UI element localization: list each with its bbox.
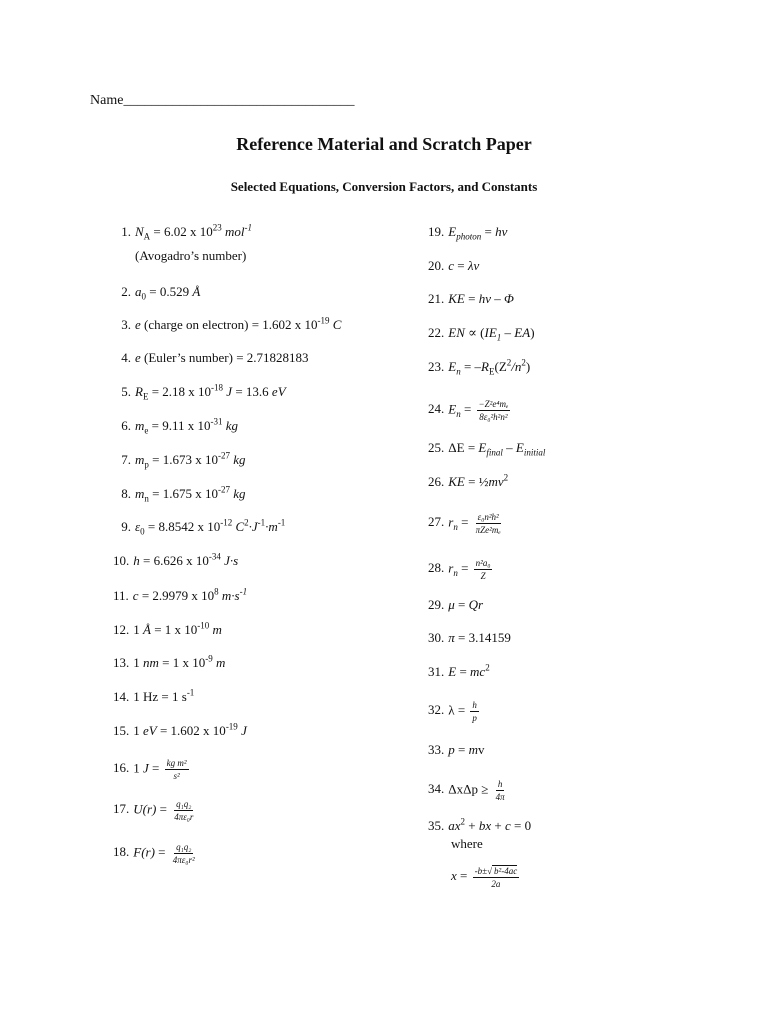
page-subtitle: Selected Equations, Conversion Factors, and Constants xyxy=(230,179,538,194)
equation-17: 17. U(r) = $\frac{\text{q₁q₂}}{\text{4πε₀r}}$ xyxy=(113,799,194,822)
page-title: Reference Material and Scratch Paper xyxy=(236,134,532,154)
equation-18: 18. F(r) = $\frac{\text{q₁q₂}}{\text{4πε₀r²}}$ xyxy=(113,842,195,865)
equation-35: 35. $ax^2$ + bx + c = 0 xyxy=(428,816,532,833)
equation-15: 15. 1 eV = 1.602 x $10^{-19}$ J xyxy=(113,721,247,738)
equation-5: 5. $R_E = 2.18$ x $10^{-18}$ J = 13.6 eV xyxy=(121,382,286,402)
equation-32: 32. λ = $\frac{h}{p}$ xyxy=(428,700,477,723)
equation-34: 34. ΔxΔp ≥ $\frac{h}{4\pi}$ xyxy=(428,779,505,802)
equation-25: 25. $\Delta E = E_{final} - E_{initial}$ xyxy=(428,440,546,458)
equation-1: 1. $N_A = 6.02$ x $10^{23}$ mol$^{-1}$ xyxy=(110,224,252,240)
equation-12: 12. 1 Å = 1 x $10^{-10}$ m xyxy=(113,620,222,637)
equation-19: 19. $E_{photon} = h\nu$ xyxy=(428,224,508,242)
equation-24: 24. $E_n$ = $\frac{\text{−Z²e⁴mₑ}}{\text{8ε₀²h²n²}}$ xyxy=(428,399,509,422)
equation-14: 14. 1 Hz = 1 $s^{-1}$ xyxy=(113,687,195,704)
quadratic-where: where xyxy=(451,836,483,851)
equation-26: 26. KE = $\frac{1}{2}mv^2$ xyxy=(428,472,509,489)
equation-27: 27. $r_n$ = $\frac{\text{ε₀n²h²}}{\text{πZe²mₑ}}$ xyxy=(428,512,501,535)
equation-20: 20. c = λν xyxy=(428,258,480,273)
equation-4: 4. e (Euler’s number) = 2.71828183 xyxy=(121,350,309,365)
equation-16: 16. 1 J = $\frac{\text{kg m²}}{\text{s²}}$ xyxy=(113,758,187,781)
quadratic-formula: x = $\frac{\text{-b±√ b²-4ac}}{2a}$ xyxy=(451,866,518,889)
equation-7: 7. $m_p = 1.673$ x $10^{-27}$ kg xyxy=(121,450,246,470)
equation-29: 29. μ = Qr xyxy=(428,597,484,612)
equation-23: 23. $E_n = -R_E(Z^2/n^2)$ xyxy=(428,357,531,377)
equation-2: 2. $a_0 = 0.529$ Å xyxy=(121,284,201,302)
equation-3: 3. e (charge on electron) = 1.602 x $10^{-19}$ C xyxy=(121,315,342,332)
equation-33: 33. p = mv xyxy=(428,742,485,757)
item-number: 1. xyxy=(121,224,131,239)
equation-30: 30. π = 3.14159 xyxy=(428,630,511,645)
equation-28: 28. $r_n$ = $\frac{\text{n²a₀}}{Z}$ xyxy=(428,558,491,581)
equation-21: 21. KE = hν – Φ xyxy=(428,291,514,306)
equation-8: 8. $m_n = 1.675$ x $10^{-27}$ kg xyxy=(121,484,246,504)
avogadro-note: (Avogadro’s number) xyxy=(135,248,247,263)
equation-9: 9. $\varepsilon_0 = 8.8542$ x $10^{-12}$ $C^2\cdot J^{-1}\cdot m^{-1}$ xyxy=(121,517,286,537)
equation-13: 13. 1 nm = 1 x $10^{-9}$ m xyxy=(113,653,226,670)
name-label: Name xyxy=(90,93,124,108)
name-blank-line[interactable]: _________________________________ xyxy=(123,93,355,108)
equation-10: 10. h = 6.626 x $10^{-34}$ J·s xyxy=(113,551,239,568)
equation-31: 31. $E = mc^2$ xyxy=(428,662,490,679)
name-field[interactable] xyxy=(90,93,354,109)
equation-6: 6. $m_e = 9.11$ x $10^{-31}$ kg xyxy=(121,416,239,436)
equation-11: 11. c = 2.9979 x $10^8$ $m\cdot s^{-1}$ xyxy=(113,586,248,603)
equation-22: 22. EN ∝ $(IE_1 - EA)$ xyxy=(428,325,535,343)
